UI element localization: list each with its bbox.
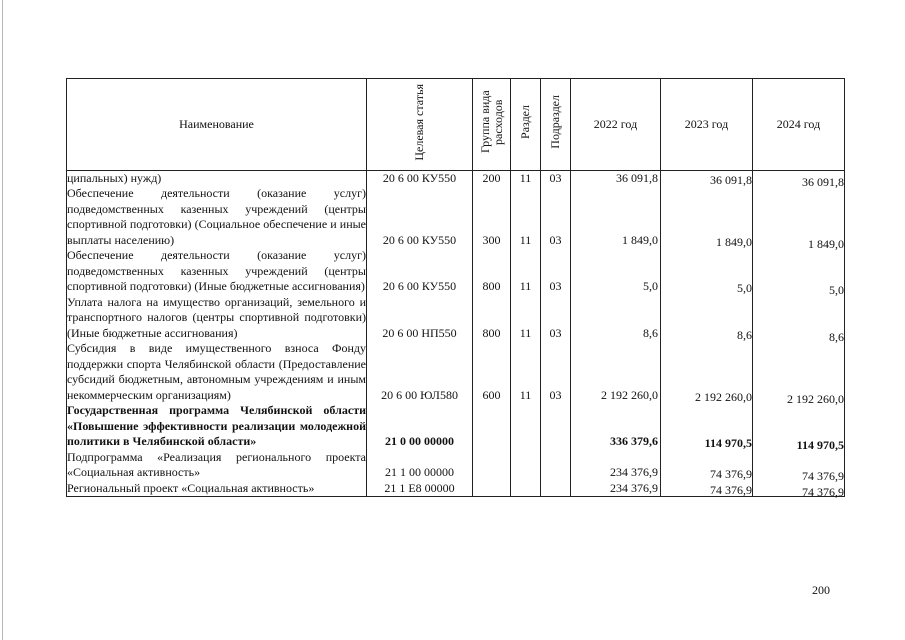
row-value-2024: 74 376,9	[753, 450, 845, 481]
header-2024: 2024 год	[753, 79, 845, 171]
row-subsection	[541, 403, 571, 450]
row-target-article: 20 6 00 КУ550	[367, 170, 473, 186]
row-section: 11	[511, 295, 541, 342]
row-target-article: 21 0 00 00000	[367, 403, 473, 450]
row-value-2022: 1 849,0	[571, 186, 661, 248]
row-name: Государственная программа Челябинской области «Повышение эффективности реализации молодежной политики в Челябинской области»	[67, 403, 366, 448]
row-target-article: 21 1 00 00000	[367, 450, 473, 481]
row-value-2024: 114 970,5	[753, 403, 845, 450]
row-target-article: 20 6 00 КУ550	[367, 248, 473, 295]
row-section: 11	[511, 248, 541, 295]
row-section	[511, 450, 541, 481]
row-subsection: 03	[541, 186, 571, 248]
row-section: 11	[511, 341, 541, 403]
row-value-2022: 36 091,8	[571, 170, 661, 186]
row-expense-group	[473, 403, 511, 450]
table-row	[67, 481, 845, 497]
row-subsection: 03	[541, 295, 571, 342]
row-value-2022: 2 192 260,0	[571, 341, 661, 403]
row-value-2023: 2 192 260,0	[661, 341, 753, 403]
row-expense-group	[473, 481, 511, 497]
row-target-article: 20 6 00 НП550	[367, 295, 473, 342]
row-name: Региональный проект «Социальная активность»	[67, 481, 367, 497]
row-value-2023: 36 091,8	[661, 170, 753, 186]
row-subsection	[541, 450, 571, 481]
row-value-2023: 74 376,9	[661, 481, 753, 497]
row-section: 11	[511, 170, 541, 186]
row-subsection: 03	[541, 341, 571, 403]
row-value-2022: 5,0	[571, 248, 661, 295]
row-value-2024: 5,0	[753, 248, 845, 295]
row-value-2024: 2 192 260,0	[753, 341, 845, 403]
header-target-article: Целевая статья	[367, 79, 473, 171]
budget-table	[66, 78, 845, 497]
row-name: Уплата налога на имущество организаций, земельного и транспортного налогов (центры спортивной подготовки) (Иные бюджетные ассигнования)	[67, 294, 366, 340]
row-value-2024: 1 849,0	[753, 186, 845, 248]
header-2022: 2022 год	[571, 79, 661, 171]
header-expense-group: Группа вида расходов	[473, 79, 511, 171]
page-number: 200	[812, 583, 830, 597]
row-expense-group: 300	[473, 186, 511, 248]
table-header-row	[67, 79, 845, 171]
table-row-program	[67, 403, 845, 450]
row-value-2023: 5,0	[661, 248, 753, 295]
table-row	[67, 186, 845, 248]
row-value-2023: 1 849,0	[661, 186, 753, 248]
row-subsection	[541, 481, 571, 497]
row-value-2022: 234 376,9	[571, 450, 661, 481]
row-name: Субсидия в виде имущественного взноса Фонду поддержки спорта Челябинской области (Предоставление субсидий бюджетным, автономным учреждениям и иным некоммерческим организациям)	[67, 341, 366, 402]
row-value-2022: 234 376,9	[571, 481, 661, 497]
row-subsection: 03	[541, 170, 571, 186]
header-2023: 2023 год	[661, 79, 753, 171]
table-row	[67, 170, 845, 186]
row-section	[511, 481, 541, 497]
table-row	[67, 248, 845, 295]
row-value-2024: 8,6	[753, 295, 845, 342]
row-name: Обеспечение деятельности (оказание услуг) подведомственных казенных учреждений (центры спортивной подготовки) (Социальное обеспечение и иные выплаты населению)	[67, 186, 366, 247]
table-row	[67, 295, 845, 342]
row-value-2022: 336 379,6	[571, 403, 661, 450]
row-target-article: 21 1 Е8 00000	[367, 481, 473, 497]
header-subsection: Подраздел	[541, 79, 571, 171]
row-target-article: 20 6 00 КУ550	[367, 186, 473, 248]
row-value-2023: 74 376,9	[661, 450, 753, 481]
row-value-2024: 36 091,8	[753, 170, 845, 186]
row-value-2023: 114 970,5	[661, 403, 753, 450]
row-value-2024: 74 376,9	[753, 481, 845, 497]
row-value-2023: 8,6	[661, 295, 753, 342]
page-edge-line	[2, 0, 3, 640]
row-name: Обеспечение деятельности (оказание услуг) подведомственных казенных учреждений (центры спортивной подготовки) (Иные бюджетные ассигнования)	[67, 248, 366, 293]
row-target-article: 20 6 00 ЮЛ580	[367, 341, 473, 403]
row-section	[511, 403, 541, 450]
row-expense-group: 600	[473, 341, 511, 403]
table-row	[67, 341, 845, 403]
table-row	[67, 450, 845, 481]
header-name: Наименование	[67, 79, 367, 171]
row-name: Подпрограмма «Реализация регионального проекта «Социальная активность»	[67, 449, 366, 479]
row-value-2022: 8,6	[571, 295, 661, 342]
row-expense-group	[473, 450, 511, 481]
row-name: ципальных) нужд)	[67, 170, 367, 186]
row-expense-group: 200	[473, 170, 511, 186]
header-section: Раздел	[511, 79, 541, 171]
row-subsection: 03	[541, 248, 571, 295]
row-expense-group: 800	[473, 295, 511, 342]
row-expense-group: 800	[473, 248, 511, 295]
row-section: 11	[511, 186, 541, 248]
